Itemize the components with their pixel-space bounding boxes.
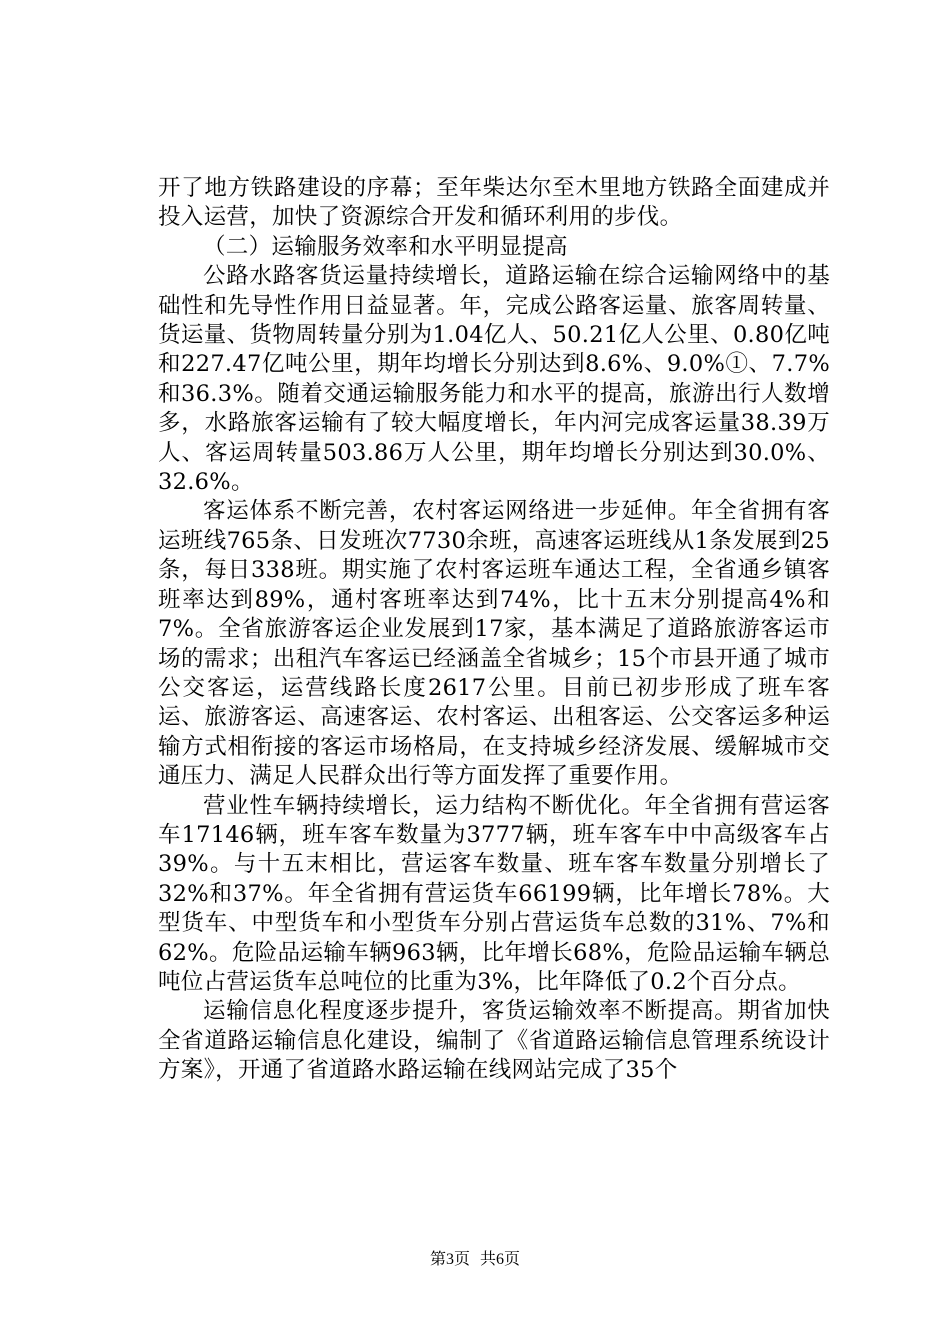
page-total: 共6页: [480, 1251, 521, 1268]
page-footer: [0, 1246, 950, 1269]
paragraph-passenger-system: 客运体系不断完善，农村客运网络进一步延伸。年全省拥有客运班线765条、日发班次7730余班，高速客运班线从1条发展到25条，每日338班。期实施了农村客运班车通达工程，全省通乡镇客班率达到89%，通村客班率达到74%，比十五末分别提高4%和7%。全省旅游客运企业发展到17家，基本满足了道路旅游客运市场的需求；出租汽车客运已经涵盖全省城乡；15个市县开通了城市公交客运，运营线路长度2617公里。目前已初步形成了班车客运、旅游客运、高速客运、农村客运、出租客运、公交客运多种运输方式相衔接的客运市场格局，在支持城乡经济发展、缓解城市交通压力、满足人民群众出行等方面发挥了重要作用。: [158, 498, 830, 790]
paragraph-freight-volume: 公路水路客货运量持续增长，道路运输在综合运输网络中的基础性和先导性作用日益显著。年，完成公路客运量、旅客周转量、货运量、货物周转量分别为1.04亿人、50.21亿人公里、0.80亿吨和227.47亿吨公里，期年均增长分别达到8.6%、9.0%①、7.7%和36.3%。随着交通运输服务能力和水平的提高，旅游出行人数增多，水路旅客运输有了较大幅度增长，年内河完成客运量38.39万人、客运周转量503.86万人公里，期年均增长分别达到30.0%、32.6%。: [158, 263, 830, 496]
section-heading: （二）运输服务效率和水平明显提高: [203, 233, 568, 260]
paragraph-1: 开了地方铁路建设的序幕；至年柴达尔至木里地方铁路全面建成并投入运营，加快了资源综合开发和循环利用的步伐。: [158, 175, 830, 231]
page-number: 第3页: [429, 1251, 470, 1268]
document-body: [158, 174, 830, 1086]
paragraph-vehicles: 营业性车辆持续增长，运力结构不断优化。年全省拥有营运客车17146辆，班车客车数量为3777辆，班车客车中中高级客车占39%。与十五末相比，营运客车数量、班车客车数量分别增长了32%和37%。年全省拥有营运货车66199辆，比年增长78%。大型货车、中型货车和小型货车分别占营运货车总数的31%、7%和62%。危险品运输车辆963辆，比年增长68%，危险品运输车辆总吨位占营运货车总吨位的比重为3%，比年降低了0.2个百分点。: [158, 792, 830, 995]
paragraph-informatization: 运输信息化程度逐步提升，客货运输效率不断提高。期省加快全省道路运输信息化建设，编制了《省道路运输信息管理系统设计方案》，开通了省道路水路运输在线网站完成了35个: [158, 998, 830, 1084]
